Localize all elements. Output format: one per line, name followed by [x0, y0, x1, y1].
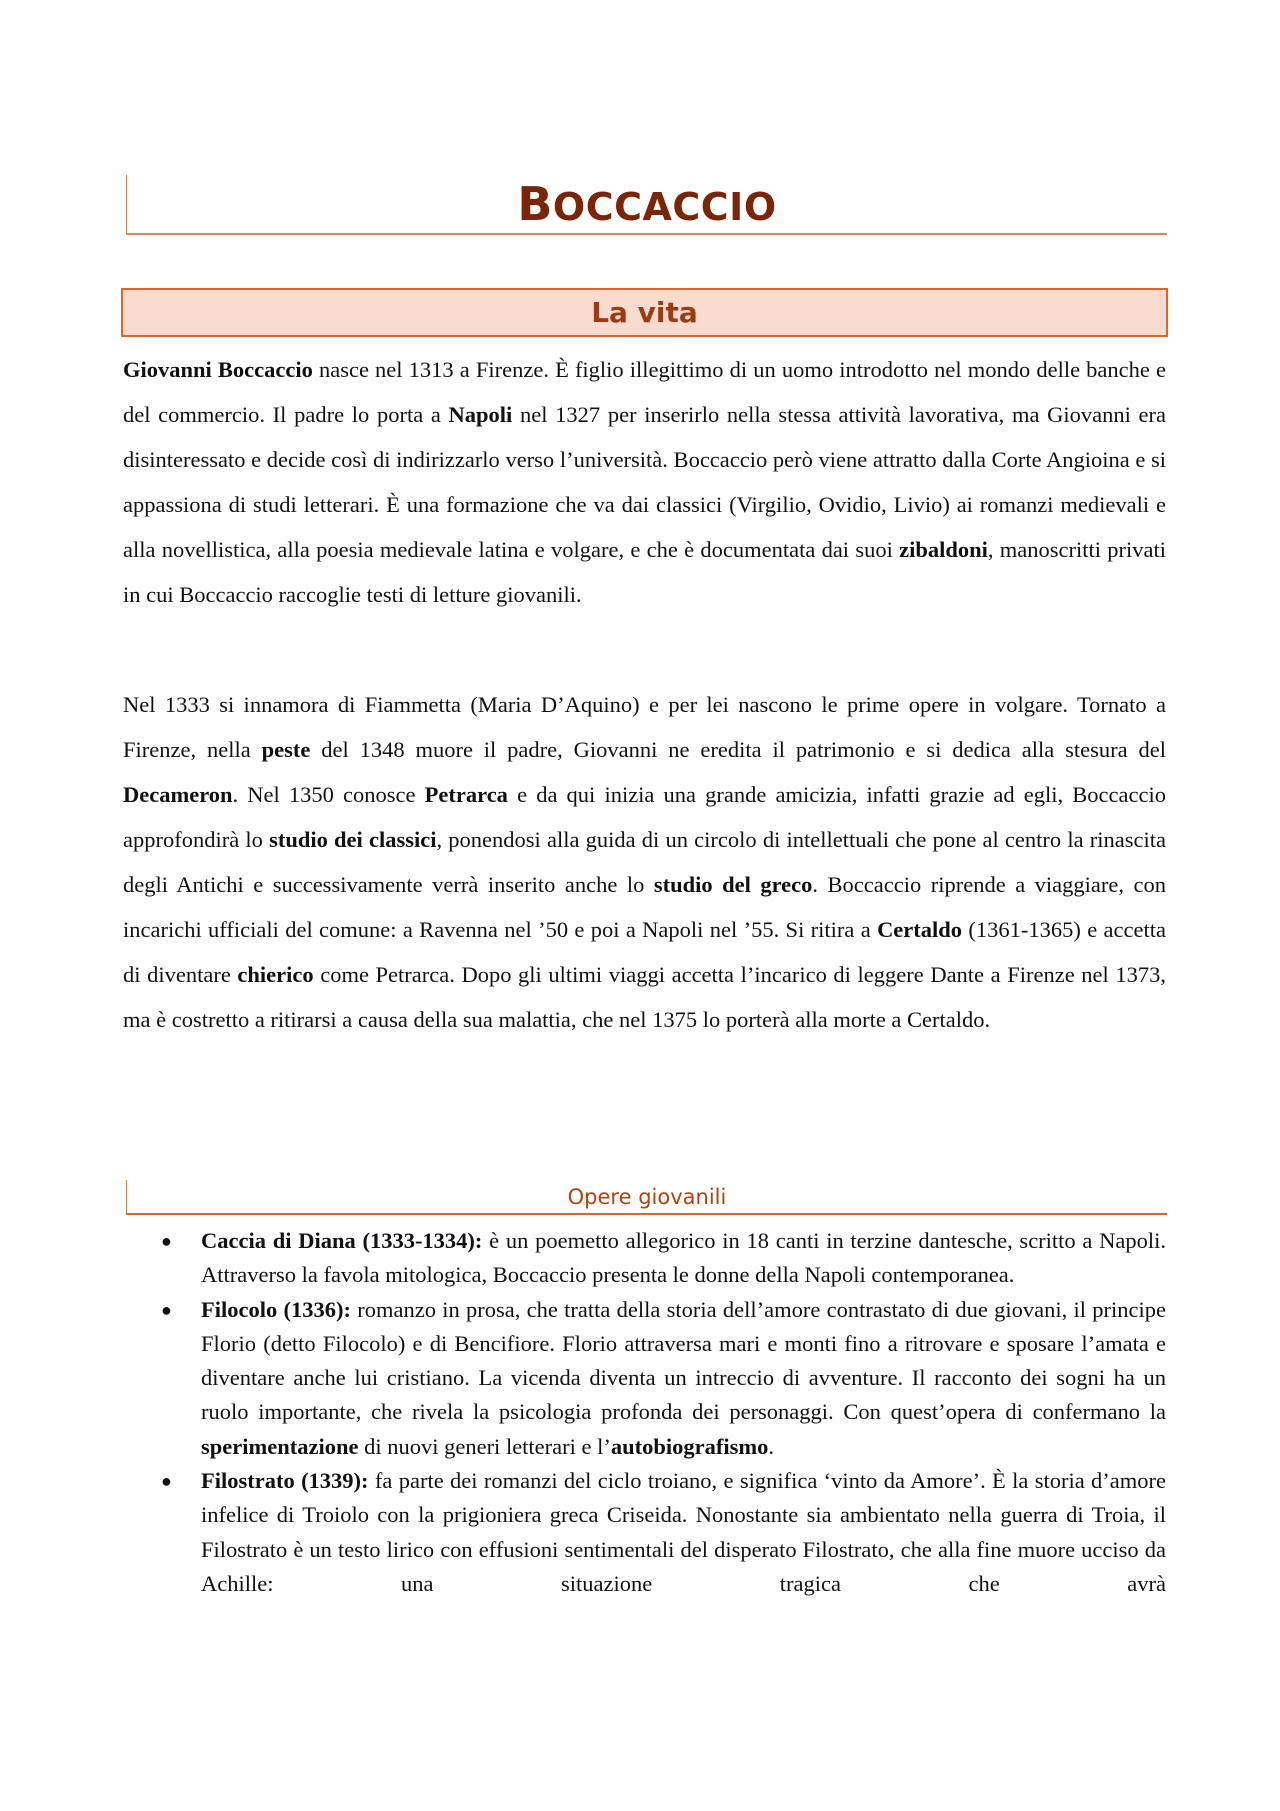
text-run: del 1348 muore il padre, Giovanni ne eredita il patrimonio e si dedica alla stesura del: [310, 737, 1166, 762]
bold-text: Caccia di Diana (1333-1334):: [201, 1228, 483, 1253]
text-run: Nel 1333 si innamora di Fiammetta (Maria D’Aquino) e per lei nascono le prime opere in volgare. Tornato a Firenze, nella: [123, 692, 1166, 762]
text-run: , manoscritti privati in cui Boccaccio raccoglie testi di letture giovanili.: [123, 537, 1166, 607]
bold-text: Filostrato (1339):: [201, 1468, 369, 1494]
text-run: .: [768, 1433, 774, 1459]
bullet-icon: ●: [161, 1231, 172, 1251]
bold-text: studio dei classici: [269, 827, 437, 852]
text-run: fa parte dei romanzi del ciclo troiano, e significa ‘vinto da Amore’. È la storia d’amore infelice di Troiolo con la prigioniera greca Criseida. Nonostante sia ambientato nella guerra di Troia, il Filostrato è un testo lirico con effusioni sentimentali del disperato Filostrato, che alla fine muore ucciso da Achille: una situazione tragica che avrà: [201, 1468, 1166, 1596]
text-run: . Boccaccio riprende a viaggiare, con incarichi ufficiali del comune: a Ravenna nel ’50 e poi a Napoli nel ’55. Si ritira a: [123, 872, 1166, 942]
text-run: . Nel 1350 conosce: [232, 782, 425, 807]
text-run: di nuovi generi letterari e l’: [358, 1433, 611, 1459]
text-run: , ponendosi alla guida di un circolo di intellettuali che pone al centro la rinascita degli Antichi e successivamente verrà inserito anche lo: [123, 827, 1166, 897]
list-item: [161, 1224, 1166, 1293]
text-run: nel 1327 per inserirlo nella stessa attività lavorativa, ma Giovanni era disinteressato e decide così di indirizzarlo verso l’università. Boccaccio però viene attratto dalla Corte Angioina e si appassiona di studi letterari. È una formazione che va dai classici (Virgilio, Ovidio, Livio) ai romanzi medievali e alla novellistica, alla poesia medievale latina e volgare, e che è documentata dai suoi: [123, 402, 1167, 562]
bold-text: studio del greco: [653, 872, 813, 897]
subsection-title: Opere giovanili: [567, 1185, 727, 1209]
page-title: [127, 177, 1167, 231]
bold-text: Filocolo (1336):: [201, 1296, 351, 1322]
paragraph: [123, 347, 1166, 617]
paragraph: [123, 682, 1166, 1042]
bold-text: zibaldoni: [899, 537, 988, 562]
text-run: come Petrarca. Dopo gli ultimi viaggi accetta l’incarico di leggere Dante a Firenze nel 1373, ma è costretto a ritirarsi a causa della sua malattia, che nel 1375 lo porterà alla morte a Certaldo.: [123, 962, 1166, 1032]
text-run: romanzo in prosa, che tratta della storia dell’amore contrastato di due giovani, il principe Florio (detto Filocolo) e di Bencifiore. Florio attraversa mari e monti fino a ritrovare e sposare l’amata e diventare anche lui cristiano. La vicenda diventa un intreccio di avventure. Il racconto dei sogni ha un ruolo importante, che rivela la psicologia profonda dei personaggi. Con quest’opera di confermano la: [201, 1296, 1166, 1425]
bullet-icon: ●: [161, 1471, 172, 1492]
bold-text: chierico: [237, 962, 314, 987]
bold-text: peste: [261, 737, 311, 762]
section-title: La vita: [591, 296, 698, 329]
works-list: [161, 1224, 1166, 1601]
text-run: e da qui inizia una grande amicizia, infatti grazie ad egli, Boccaccio approfondirà lo: [123, 782, 1166, 852]
text-run: (1361-1365) e accetta di diventare: [123, 917, 1166, 987]
title-rest: OCCACCIO: [552, 185, 777, 229]
bold-text: Napoli: [448, 402, 513, 427]
section-header: [121, 288, 1168, 337]
bold-text: autobiografismo: [610, 1433, 769, 1459]
bold-text: Giovanni Boccaccio: [123, 357, 313, 382]
bullet-icon: ●: [161, 1299, 172, 1320]
list-item: [161, 1293, 1166, 1464]
bold-text: Petrarca: [424, 782, 508, 807]
title-block: [126, 175, 1167, 235]
bold-text: Certaldo: [877, 917, 963, 942]
bold-text: sperimentazione: [201, 1433, 359, 1459]
text-run: è un poemetto allegorico in 18 canti in terzine dantesche, scritto a Napoli. Attraverso la favola mitologica, Boccaccio presenta le donne della Napoli contemporanea.: [201, 1228, 1166, 1288]
list-item: [161, 1464, 1166, 1601]
title-initial: B: [517, 177, 553, 231]
bold-text: Decameron: [123, 782, 233, 807]
subsection-header: [126, 1180, 1167, 1215]
text-run: nasce nel 1313 a Firenze. È figlio illegittimo di un uomo introdotto nel mondo delle banche e del commercio. Il padre lo porta a: [123, 357, 1166, 427]
